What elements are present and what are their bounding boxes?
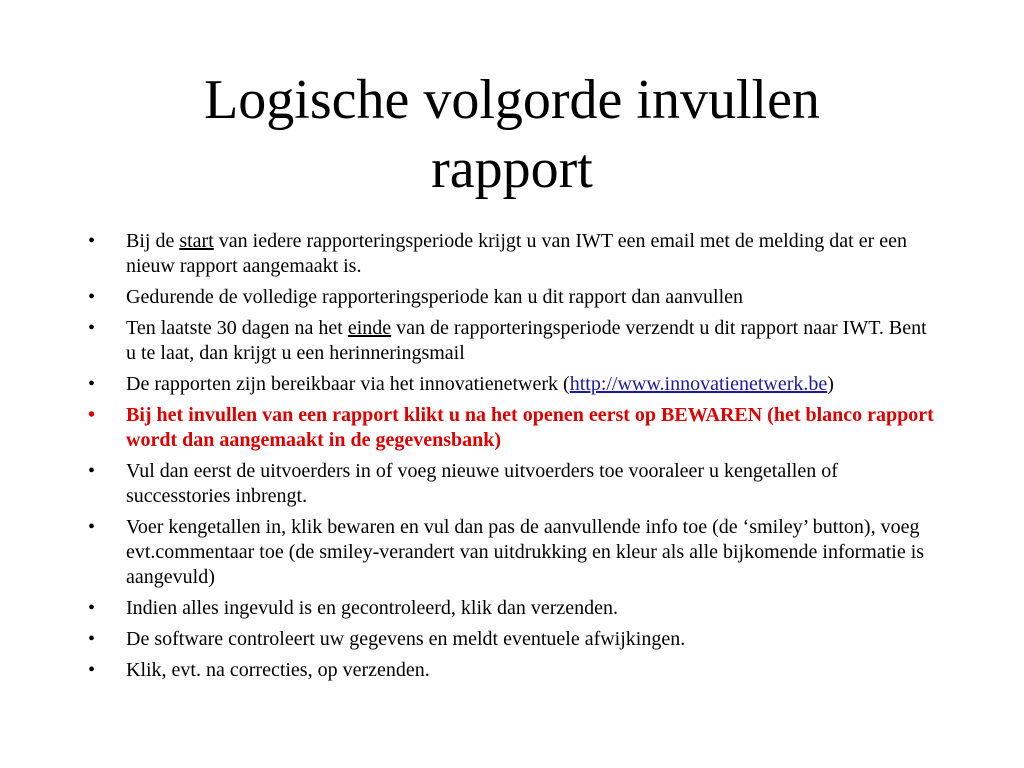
bullet-text-rest: van iedere rapporteringsperiode krijgt u van IWT een email met de melding dat er een nieuw rapport aangemaakt is. — [126, 230, 908, 277]
bullet-text: Vul dan eerst de uitvoerders in of voeg nieuwe uitvoerders toe vooraleer u kengetallen of successtories inbrengt. — [126, 460, 838, 507]
bullet-marker: • — [88, 659, 96, 681]
bullet-text-rest: van de rapporteringsperiode verzendt u dit rapport naar IWT. Bent u te laat, dan krijgt u een herinneringsmail — [126, 317, 927, 364]
bullet-text: Indien alles ingevuld is en gecontroleerd, klik dan verzenden. — [126, 597, 619, 619]
bullet-text: Voer kengetallen in, klik bewaren en vul dan pas de aanvullende info toe (de ‘smiley’ button), voeg evt.commentaar toe (de smiley-verandert van uitdrukking en kleur als alle bijkomende informatie is aangevuld) — [126, 516, 925, 588]
innovatienetwerk-link[interactable]: http://www.innovatienetwerk.be — [569, 373, 828, 395]
bullet-marker: • — [88, 516, 96, 538]
underlined-word-einde: einde — [347, 317, 392, 339]
bullet-marker: • — [88, 460, 96, 482]
bullet-text: De rapporten zijn bereikbaar via het innovatienetwerk ( — [126, 373, 570, 395]
bullet-text: Bij de — [126, 230, 180, 252]
bullet-item-bewaren-warning — [88, 403, 938, 453]
bullet-item-start — [88, 229, 938, 279]
bullet-text: Gedurende de volledige rapporteringsperiode kan u dit rapport dan aanvullen — [126, 286, 744, 308]
bullet-text-rest: ) — [827, 373, 834, 395]
bullet-marker: • — [88, 230, 96, 252]
underlined-word-start: start — [179, 230, 214, 252]
bullet-item-einde — [88, 316, 938, 366]
bullet-item-innovatienetwerk — [88, 372, 938, 397]
bullet-item-kengetallen — [88, 515, 938, 590]
bullet-marker: • — [88, 317, 96, 339]
slide-title — [0, 66, 1024, 204]
bullet-list — [88, 229, 938, 689]
bullet-item-verzenden — [88, 596, 938, 621]
bullet-item-uitvoerders — [88, 459, 938, 509]
bullet-text: Bij het invullen van een rapport klikt u na het openen eerst op BEWAREN (het blanco rapport wordt dan aangemaakt in de gegevensbank) — [126, 404, 934, 451]
bullet-text: De software controleert uw gegevens en meldt eventuele afwijkingen. — [126, 628, 686, 650]
bullet-marker: • — [88, 286, 96, 308]
bullet-text: Ten laatste 30 dagen na het — [126, 317, 348, 339]
bullet-text: Klik, evt. na correcties, op verzenden. — [126, 659, 430, 681]
slide-title-line-2: rapport — [431, 138, 593, 200]
slide-title-line-1: Logische volgorde invullen — [204, 69, 820, 131]
bullet-item-aanvullen — [88, 285, 938, 310]
bullet-item-controle — [88, 627, 938, 652]
bullet-marker: • — [88, 404, 96, 426]
bullet-marker: • — [88, 628, 96, 650]
bullet-marker: • — [88, 373, 96, 395]
bullet-marker: • — [88, 597, 96, 619]
bullet-item-correcties — [88, 658, 938, 683]
